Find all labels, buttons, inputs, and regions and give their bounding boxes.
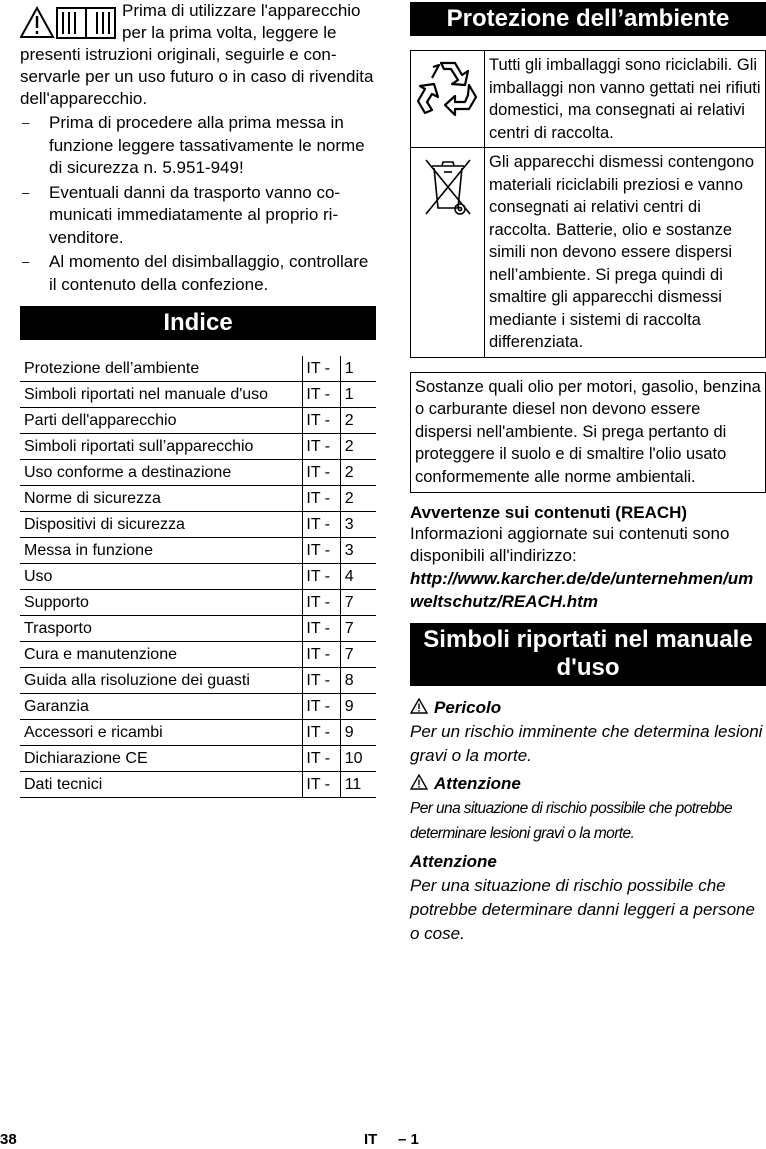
recycling-icon [415,55,481,121]
toc-prefix: IT - [303,616,340,642]
intro-bullet: – Eventuali danni da trasporto vanno comunicati immediatamente al proprio rivenditore. [20,182,376,250]
page-number: 38 [0,1131,17,1148]
pericolo-block [410,696,766,768]
toc-page: 1 [340,356,376,382]
toc-title: Accessori e ricambi [20,720,303,746]
intro-text: Prima di utilizzare l'apparecchio per la prima volta, leggere le presenti istruzioni originali, seguirle e conservarle per un uso futuro o in caso di rivendita dell'apparecchio. [20,1,374,108]
toc-row[interactable] [20,772,376,798]
attenzione-title: Attenzione [434,774,521,793]
reach-text: Informazioni aggiornate sui contenuti sono disponibili all'indirizzo: [410,524,730,565]
toc-prefix: IT - [303,382,340,408]
reach-heading: Avvertenze sui contenuti (REACH) [410,503,688,522]
toc-title: Uso [20,564,303,590]
toc-title: Guida alla risoluzione dei guasti [20,668,303,694]
left-column [20,0,376,798]
toc-row[interactable] [20,668,376,694]
toc-title: Simboli riportati sull’apparecchio [20,434,303,460]
env-row-packaging [411,51,766,148]
toc-title: Dichiarazione CE [20,746,303,772]
toc-row[interactable] [20,564,376,590]
toc-page: 3 [340,512,376,538]
warning-manual-icons [20,6,116,40]
intro-bullets [20,112,376,296]
toc-page: 7 [340,642,376,668]
toc-page: 8 [340,668,376,694]
toc-prefix: IT - [303,434,340,460]
toc-title: Uso conforme a destinazione [20,460,303,486]
toc-row[interactable] [20,408,376,434]
toc-title: Supporto [20,590,303,616]
toc-page: 7 [340,590,376,616]
toc-prefix: IT - [303,720,340,746]
toc-row[interactable] [20,694,376,720]
toc-prefix: IT - [303,694,340,720]
toc-page: 10 [340,746,376,772]
toc-row[interactable] [20,642,376,668]
toc-page: 2 [340,486,376,512]
toc-page: 7 [340,616,376,642]
env-appliances-text: Gli apparecchi dismessi contengono materiali riciclabili preziosi e vanno consegnati ai relativi centri di raccolta. Batterie, olio e sostanze simili non devono essere dispersi nell’ambiente. Si prega quindi di smaltire gli apparecchi dismessi mediante i sistemi di raccolta differenziata. [485,148,766,358]
toc-row[interactable] [20,460,376,486]
toc-prefix: IT - [303,460,340,486]
toc-prefix: IT - [303,356,340,382]
right-column [410,0,766,946]
toc-row[interactable] [20,590,376,616]
attenzione-text: Per una situazione di rischio possibile che potrebbe determinare danni leggeri a persone o cose. [410,876,755,943]
toc-title: Parti dell'apparecchio [20,408,303,434]
warning-triangle-icon [410,774,428,790]
toc-row[interactable] [20,720,376,746]
reach-url-link[interactable]: http://www.karcher.de/de/unternehmen/umweltschutz/REACH.htm [410,569,754,611]
toc-title: Trasporto [20,616,303,642]
manual-book-icon [57,8,115,38]
toc-title: Norme di sicurezza [20,486,303,512]
attenzione-block-1 [410,772,766,846]
toc-prefix: IT - [303,746,340,772]
intro-bullet: – Al momento del disimballaggio, controllare il contenuto della confezione. [20,251,376,296]
toc-prefix: IT - [303,590,340,616]
toc-prefix: IT - [303,564,340,590]
toc-row[interactable] [20,434,376,460]
toc-prefix: IT - [303,668,340,694]
toc-row[interactable] [20,382,376,408]
recycling-cell [411,51,485,148]
attenzione-title: Attenzione [410,852,497,871]
toc-title: Garanzia [20,694,303,720]
indice-heading: Indice [20,306,376,340]
toc-page: 1 [340,382,376,408]
toc-prefix: IT - [303,486,340,512]
toc-row[interactable] [20,616,376,642]
toc-title: Messa in funzione [20,538,303,564]
env-packaging-text: Tutti gli imballaggi sono riciclabili. Gli imballaggi non vanno gettati nei rifiuti domestici, ma consegnati ai relativi centri di raccolta. [485,51,766,148]
toc-page: 11 [340,772,376,798]
footer-section: IT [364,1131,378,1148]
footer-page-in-section: – 1 [398,1131,419,1148]
intro-block [20,0,376,110]
environment-table [410,50,766,358]
toc-title: Protezione dell’ambiente [20,356,303,382]
crossed-bin-icon [422,152,474,218]
toc-title: Simboli riportati nel manuale d'uso [20,382,303,408]
toc-row[interactable] [20,512,376,538]
bin-cell [411,148,485,358]
ambiente-heading: Protezione dell’ambiente [410,2,766,36]
toc-page: 9 [340,694,376,720]
toc-title: Dati tecnici [20,772,303,798]
toc-page: 3 [340,538,376,564]
toc-row[interactable] [20,356,376,382]
toc-page: 2 [340,434,376,460]
toc-table [20,356,376,798]
intro-bullet: – Prima di procedere alla prima messa in funzione leggere tassativamente le norme di sicurezza n. 5.951-949! [20,112,376,180]
toc-row[interactable] [20,486,376,512]
warning-triangle-icon [21,8,53,37]
toc-page: 4 [340,564,376,590]
env-row-appliances [411,148,766,358]
toc-title: Cura e manutenzione [20,642,303,668]
pericolo-text: Per un rischio imminente che determina lesioni gravi o la morte. [410,722,763,765]
toc-row[interactable] [20,538,376,564]
oil-note: Sostanze quali olio per motori, gasolio, benzina o carburante diesel non devono essere dispersi nell'ambiente. Si prega pertanto di proteggere il suolo e di smaltire l'olio usato conformemente alle norme ambientali. [410,372,766,494]
attenzione-block-2 [410,850,766,946]
toc-page: 9 [340,720,376,746]
toc-prefix: IT - [303,642,340,668]
toc-prefix: IT - [303,538,340,564]
toc-page: 2 [340,460,376,486]
toc-title: Dispositivi di sicurezza [20,512,303,538]
pericolo-title: Pericolo [434,698,502,717]
toc-prefix: IT - [303,512,340,538]
warning-triangle-icon [410,698,428,714]
toc-prefix: IT - [303,408,340,434]
toc-row[interactable] [20,746,376,772]
simboli-heading: Simboli riportati nel manuale d'uso [410,623,766,686]
toc-prefix: IT - [303,772,340,798]
toc-page: 2 [340,408,376,434]
attenzione-text: Per una situazione di rischio possibile che potrebbe determinare lesioni gravi o la morte. [410,800,733,842]
